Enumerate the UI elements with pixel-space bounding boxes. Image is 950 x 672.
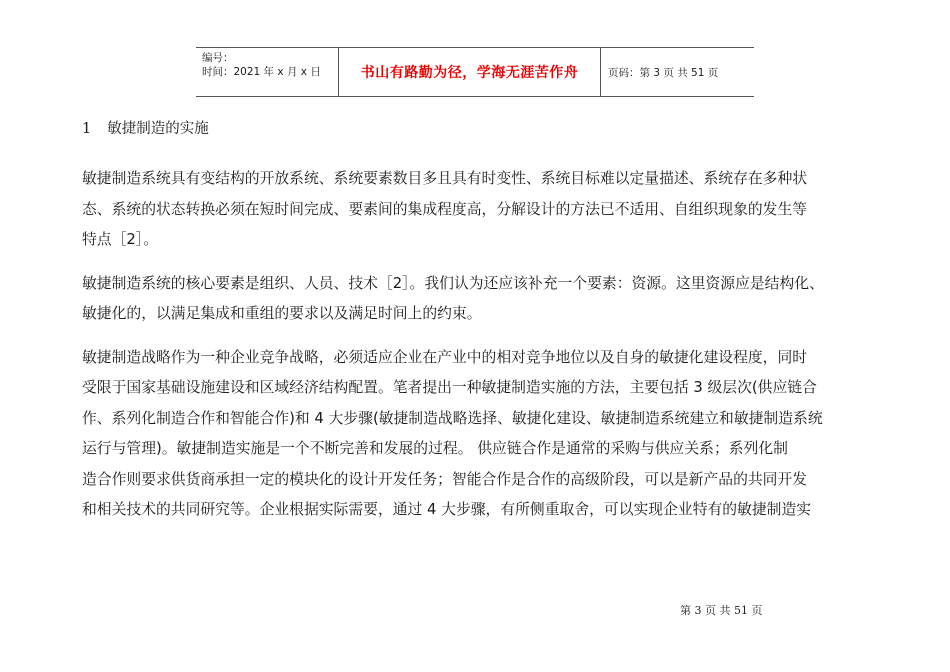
motto-text: 书山有路勤为径，学海无涯苦作舟 — [360, 65, 579, 81]
page-footer — [680, 602, 762, 618]
paragraph — [82, 164, 882, 256]
paragraph-line: 和相关技术的共同研究等。企业根据实际需要，通过 4 大步骤，有所侧重取舍，可以实现企业特有的敏捷制造实 — [82, 501, 812, 518]
section-number: 1 — [82, 121, 92, 137]
paragraph-line: 作、系列化制造合作和智能合作)和 4 大步骤(敏捷制造战略选择、敏捷化建设、敏捷制造系统建立和敏捷制造系统 — [82, 409, 823, 427]
header-meta-cell — [196, 48, 339, 96]
paragraph-line: 态、系统的状态转换必须在短时间完成、要素间的集成程度高，分解设计的方法已不适用、自组织现象的发生等 — [82, 200, 808, 218]
paragraph — [82, 343, 882, 526]
page-code-cell — [601, 48, 754, 96]
paragraph-line: 造合作则要求供货商承担一定的模块化的设计开发任务；智能合作是合作的高级阶段，可以是新产品的共同开发 — [82, 470, 808, 488]
paragraph-line: 特点［2］。 — [82, 231, 158, 248]
time-label: 时间：2021 年 x 月 x 日 — [202, 66, 321, 78]
header-table — [196, 47, 754, 97]
paragraph-line: 敏捷制造系统具有变结构的开放系统、系统要素数目多且具有时变性、系统目标难以定量描述、系统存在多种状 — [82, 170, 808, 187]
paragraph — [82, 269, 882, 330]
motto-cell — [339, 48, 601, 96]
paragraph-line: 敏捷制造战略作为一种企业竞争战略，必须适应企业在产业中的相对竞争地位以及自身的敏捷化建设程度，同时 — [82, 348, 808, 366]
number-label: 编号： — [202, 52, 234, 64]
footer-page-number: 第 3 页 共 51 页 — [680, 604, 763, 617]
paragraph-line: 敏捷制造系统的核心要素是组织、人员、技术［2］。我们认为还应该补充一个要素：资源。这里资源应是结构化、 — [82, 274, 824, 292]
section-title: 敏捷制造的实施 — [107, 121, 209, 137]
section-heading — [82, 118, 882, 140]
document-body — [82, 118, 882, 539]
paragraph-line: 运行与管理)。敏捷制造实施是一个不断完善和发展的过程。 供应链合作是通常的采购与供应关系；系列化制 — [82, 440, 788, 457]
page-code-text: 页码：第 3 页 共 51 页 — [608, 66, 719, 79]
paragraph-line: 受限于国家基础设施建设和区域经济结构配置。笔者提出一种敏捷制造实施的方法，主要包括 3 级层次(供应链合 — [82, 379, 817, 396]
paragraph-line: 敏捷化的，以满足集成和重组的要求以及满足时间上的约束。 — [82, 305, 482, 322]
